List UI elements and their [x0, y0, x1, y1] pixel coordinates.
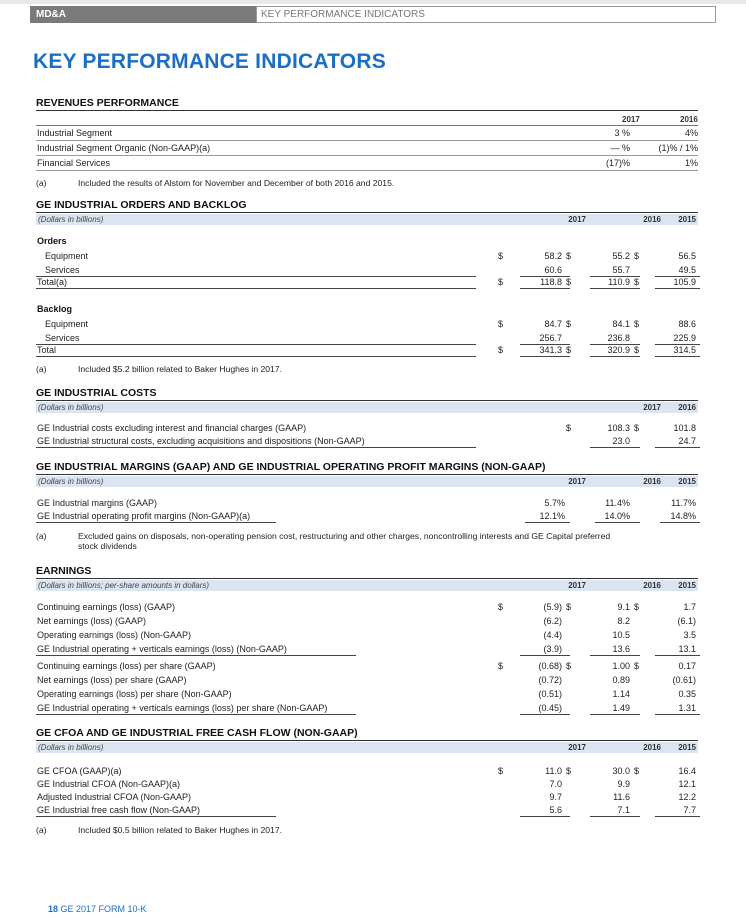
earnings-b-row-2016: 0.89 [612, 675, 630, 685]
cfoa-row-label: GE CFOA (GAAP)(a) [37, 766, 122, 776]
cfoa-row-2016: 7.1 [617, 805, 630, 815]
cfoa-row-2015: 12.2 [678, 792, 696, 802]
earnings-a-dollar-2016: $ [566, 602, 572, 612]
cfoa-row-rule [520, 816, 570, 817]
earnings-a-row-2016: 13.6 [612, 644, 630, 654]
earnings-a-row-2017: (4.4) [543, 630, 562, 640]
earnings-a-row-rule [655, 655, 700, 656]
cfoa-row-rule [655, 816, 700, 817]
orders-row-rule [36, 276, 476, 277]
costs-header-band [36, 402, 698, 413]
backlog-row-rule [655, 356, 700, 357]
cfoa-row-2015: 12.1 [678, 779, 696, 789]
earnings-col-2017: 2017 [568, 581, 586, 590]
revenues-col-rule [36, 125, 698, 126]
orders-dollar-2015: $ [634, 277, 640, 287]
earnings-b-row-rule [36, 714, 356, 715]
earnings-b-row-2017: (0.68) [538, 661, 562, 671]
orders-group-label: Orders [37, 236, 67, 246]
backlog-row-2015: 225.9 [673, 333, 696, 343]
revenues-row-2017: 3 % [614, 128, 630, 138]
backlog-row-2016: 236.8 [607, 333, 630, 343]
margins-row-2016: 14.0% [604, 511, 630, 521]
backlog-dollar-2015: $ [634, 319, 640, 329]
earnings-col-2016: 2016 [643, 581, 661, 590]
backlog-row-rule [36, 344, 476, 345]
margins-note-line2: stock dividends [78, 541, 137, 551]
page-footer [48, 904, 147, 914]
earnings-b-row-2015: 0.17 [678, 661, 696, 671]
earnings-b-row-2017: (0.72) [538, 675, 562, 685]
revenues-row-2017: (17)% [605, 158, 630, 168]
backlog-row-label: Services [45, 333, 80, 343]
revenues-row-2016: 4% [684, 128, 698, 138]
margins-row-2015: 14.8% [670, 511, 696, 521]
cfoa-row-rule [590, 816, 640, 817]
earnings-a-row-rule [590, 655, 640, 656]
margins-col-2015: 2015 [678, 477, 696, 486]
cfoa-col-2016: 2016 [643, 743, 661, 752]
costs-col-2017: 2017 [643, 403, 661, 412]
margins-col-2016: 2016 [643, 477, 661, 486]
earnings-b-row-label: Operating earnings (loss) per share (Non-GAAP) [37, 689, 232, 699]
orders-row-2017: 60.6 [544, 265, 562, 275]
earnings-b-row-label: GE Industrial operating + verticals earnings (loss) per share (Non-GAAP) [37, 703, 328, 713]
margins-row-rule [525, 522, 570, 523]
orders-row-2016: 55.2 [612, 251, 630, 261]
margins-note-line1: Excluded gains on disposals, non-operating pension cost, restructuring and other charges, noncontrolling interests and GE Capital preferred [78, 531, 611, 541]
margins-row-2017: 5.7% [544, 498, 565, 508]
backlog-row-rule [520, 356, 570, 357]
cfoa-row-label: Adjusted Industrial CFOA (Non-GAAP) [37, 792, 192, 802]
earnings-a-row-2015: 1.7 [683, 602, 696, 612]
orders-dollar-2016: $ [566, 277, 572, 287]
earnings-header-band [36, 580, 698, 591]
cfoa-row-2017: 7.0 [549, 779, 562, 789]
margins-col-2017: 2017 [568, 477, 586, 486]
earnings-a-row-rule [520, 655, 570, 656]
earnings-col-2015: 2015 [678, 581, 696, 590]
backlog-dollar-2016: $ [566, 345, 572, 355]
backlog-dollar-2017: $ [498, 345, 504, 355]
revenues-row-rule [36, 170, 698, 171]
backlog-row-2016: 84.1 [612, 319, 630, 329]
orders-row-rule [655, 288, 700, 289]
cfoa-section-title: GE CFOA AND GE INDUSTRIAL FREE CASH FLOW (NON-GAAP) [36, 727, 698, 741]
cfoa-row-2015: 7.7 [683, 805, 696, 815]
cfoa-note: Included $0.5 billion related to Baker Hughes in 2017. [78, 825, 283, 835]
top-border [0, 0, 746, 4]
revenues-row-rule [36, 155, 698, 156]
revenues-section-title: REVENUES PERFORMANCE [36, 97, 698, 111]
costs-section-title: GE INDUSTRIAL COSTS [36, 387, 698, 401]
costs-row-label: GE Industrial structural costs, excluding acquisitions and dispositions (Non-GAAP) [37, 436, 365, 446]
cfoa-row-rule [36, 816, 276, 817]
earnings-a-dollar-2017: $ [498, 602, 504, 612]
orders-row-label: Equipment [45, 251, 89, 261]
orders-row-2015: 49.5 [678, 265, 696, 275]
orders-row-2017: 118.8 [540, 277, 562, 287]
margins-units: (Dollars in billions) [38, 477, 104, 486]
earnings-b-dollar-2015: $ [634, 661, 640, 671]
costs-row-2017: 23.0 [612, 436, 630, 446]
backlog-dollar-2016: $ [566, 319, 572, 329]
earnings-a-row-2017: (3.9) [543, 644, 562, 654]
margins-row-rule [595, 522, 640, 523]
earnings-b-row-2017: (0.45) [538, 703, 562, 713]
cfoa-row-2016: 11.6 [613, 792, 630, 802]
margins-row-label: GE Industrial operating profit margins (Non-GAAP)(a) [37, 511, 251, 521]
revenues-note: Included the results of Alstom for November and December of both 2016 and 2015. [78, 178, 395, 188]
margins-note-mark: (a) [36, 531, 47, 541]
earnings-section-title: EARNINGS [36, 565, 698, 579]
page-number: 18 [48, 904, 59, 914]
earnings-a-row-2015: (6.1) [677, 616, 696, 626]
cfoa-row-2016: 30.0 [612, 766, 630, 776]
cfoa-dollar-2016: $ [566, 766, 572, 776]
backlog-row-2015: 88.6 [678, 319, 696, 329]
earnings-a-row-label: Continuing earnings (loss) (GAAP) [37, 602, 176, 612]
earnings-b-dollar-2016: $ [566, 661, 572, 671]
orders-dollar-2016: $ [566, 251, 572, 261]
orders-dollar-2017: $ [498, 251, 504, 261]
orders-row-rule [590, 288, 640, 289]
margins-row-2015: 11.7% [671, 498, 696, 508]
earnings-b-row-2016: 1.49 [612, 703, 630, 713]
cfoa-dollar-2015: $ [634, 766, 640, 776]
costs-row-2016: 101.8 [673, 423, 696, 433]
earnings-a-row-2016: 8.2 [617, 616, 630, 626]
backlog-row-2017: 256.7 [539, 333, 562, 343]
earnings-b-row-2016: 1.14 [612, 689, 630, 699]
costs-row-rule [590, 447, 640, 448]
earnings-a-row-rule [36, 655, 356, 656]
earnings-a-row-2015: 3.5 [683, 630, 696, 640]
backlog-row-2017: 341.3 [539, 345, 562, 355]
cfoa-row-2017: 9.7 [549, 792, 562, 802]
orders-units: (Dollars in billions) [38, 215, 104, 224]
revenues-row-2017: — % [610, 143, 630, 153]
orders-dollar-2017: $ [498, 277, 504, 287]
revenues-col-2017: 2017 [622, 115, 640, 124]
orders-col-2016: 2016 [643, 215, 661, 224]
revenues-row-rule [36, 140, 698, 141]
earnings-units: (Dollars in billions; per-share amounts in dollars) [38, 581, 210, 590]
earnings-b-row-rule [655, 714, 700, 715]
revenues-row-label: Industrial Segment Organic (Non-GAAP)(a) [37, 143, 211, 153]
section-tab[interactable]: MD&A [30, 6, 256, 23]
breadcrumb: KEY PERFORMANCE INDICATORS [256, 6, 716, 23]
page-title: KEY PERFORMANCE INDICATORS [33, 50, 386, 73]
backlog-row-label: Total [37, 345, 57, 355]
earnings-a-row-2016: 10.5 [612, 630, 630, 640]
margins-section-title: GE INDUSTRIAL MARGINS (GAAP) AND GE INDUSTRIAL OPERATING PROFIT MARGINS (NON-GAAP) [36, 461, 698, 475]
backlog-row-2017: 84.7 [544, 319, 562, 329]
margins-row-2017: 12.1% [539, 511, 565, 521]
cfoa-header-band [36, 742, 698, 753]
earnings-a-row-2017: (6.2) [543, 616, 562, 626]
earnings-b-row-2015: 1.31 [678, 703, 696, 713]
earnings-b-row-label: Continuing earnings (loss) per share (GAAP) [37, 661, 216, 671]
earnings-b-row-2015: 0.35 [678, 689, 696, 699]
orders-row-2016: 55.7 [612, 265, 630, 275]
earnings-a-row-2016: 9.1 [617, 602, 630, 612]
orders-dollar-2015: $ [634, 251, 640, 261]
orders-row-2015: 105.9 [673, 277, 696, 287]
orders-row-2017: 58.2 [544, 251, 562, 261]
cfoa-row-2017: 5.6 [549, 805, 562, 815]
earnings-b-row-2015: (0.61) [672, 675, 696, 685]
earnings-a-row-2015: 13.1 [678, 644, 696, 654]
orders-note-mark: (a) [36, 364, 47, 374]
cfoa-col-2015: 2015 [678, 743, 696, 752]
earnings-b-row-label: Net earnings (loss) per share (GAAP) [37, 675, 187, 685]
revenues-col-2016: 2016 [680, 115, 698, 124]
revenues-row-2016: (1)% / 1% [658, 143, 698, 153]
cfoa-row-2016: 9.9 [617, 779, 630, 789]
cfoa-row-2015: 16.4 [678, 766, 696, 776]
orders-note: Included $5.2 billion related to Baker Hughes in 2017. [78, 364, 283, 374]
backlog-row-2015: 314.5 [673, 345, 696, 355]
backlog-row-2016: 320.9 [607, 345, 630, 355]
revenues-row-2016: 1% [684, 158, 698, 168]
footer-text: GE 2017 FORM 10-K [60, 904, 147, 914]
orders-col-2017: 2017 [568, 215, 586, 224]
costs-col-2016: 2016 [678, 403, 696, 412]
cfoa-row-label: GE Industrial CFOA (Non-GAAP)(a) [37, 779, 181, 789]
earnings-a-row-2017: (5.9) [543, 602, 562, 612]
margins-row-rule [36, 522, 276, 523]
orders-header-band [36, 214, 698, 225]
earnings-b-row-2017: (0.51) [538, 689, 562, 699]
costs-row-rule [655, 447, 700, 448]
orders-col-2015: 2015 [678, 215, 696, 224]
costs-row-2016: 24.7 [678, 436, 696, 446]
orders-row-2016: 110.9 [608, 277, 630, 287]
orders-row-2015: 56.5 [678, 251, 696, 261]
costs-dollar-2017: $ [566, 423, 572, 433]
margins-row-label: GE Industrial margins (GAAP) [37, 498, 158, 508]
earnings-a-row-label: GE Industrial operating + verticals earnings (loss) (Non-GAAP) [37, 644, 287, 654]
earnings-b-row-rule [520, 714, 570, 715]
backlog-row-label: Equipment [45, 319, 89, 329]
earnings-a-row-label: Operating earnings (loss) (Non-GAAP) [37, 630, 192, 640]
backlog-dollar-2017: $ [498, 319, 504, 329]
margins-row-rule [660, 522, 700, 523]
costs-row-2017: 108.3 [607, 423, 630, 433]
orders-row-rule [36, 288, 476, 289]
earnings-a-row-label: Net earnings (loss) (GAAP) [37, 616, 147, 626]
cfoa-col-2017: 2017 [568, 743, 586, 752]
cfoa-row-label: GE Industrial free cash flow (Non-GAAP) [37, 805, 201, 815]
costs-row-label: GE Industrial costs excluding interest and financial charges (GAAP) [37, 423, 307, 433]
cfoa-units: (Dollars in billions) [38, 743, 104, 752]
revenues-note-mark: (a) [36, 178, 47, 188]
cfoa-note-mark: (a) [36, 825, 47, 835]
orders-row-label: Services [45, 265, 80, 275]
margins-header-band [36, 476, 698, 487]
earnings-b-dollar-2017: $ [498, 661, 504, 671]
revenues-row-label: Financial Services [37, 158, 111, 168]
backlog-row-rule [36, 356, 476, 357]
earnings-a-dollar-2015: $ [634, 602, 640, 612]
costs-units: (Dollars in billions) [38, 403, 104, 412]
margins-row-2016: 11.4% [605, 498, 630, 508]
backlog-dollar-2015: $ [634, 345, 640, 355]
earnings-b-row-rule [590, 714, 640, 715]
orders-row-label: Total(a) [37, 277, 68, 287]
orders-row-rule [520, 288, 570, 289]
backlog-group-label: Backlog [37, 304, 73, 314]
cfoa-dollar-2017: $ [498, 766, 504, 776]
costs-row-rule [36, 447, 476, 448]
orders-section-title: GE INDUSTRIAL ORDERS AND BACKLOG [36, 199, 698, 213]
revenues-row-label: Industrial Segment [37, 128, 113, 138]
costs-dollar-2016: $ [634, 423, 640, 433]
backlog-row-rule [590, 356, 640, 357]
cfoa-row-2017: 11.0 [545, 766, 562, 776]
earnings-b-row-2016: 1.00 [612, 661, 630, 671]
